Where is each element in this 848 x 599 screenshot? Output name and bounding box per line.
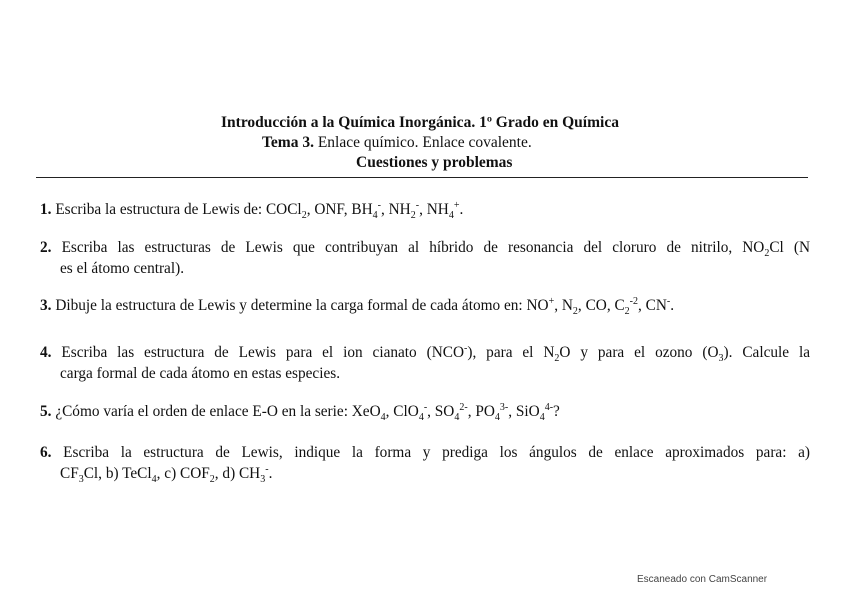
question-1: 1. Escriba la estructura de Lewis de: COCl$_2$, ONF, $BH_4^-$, $NH_2^-$, $NH_4^+$.: [40, 199, 464, 222]
topic-line: [262, 134, 532, 152]
question-5: 5. ¿Cómo varía el orden de enlace E-O en la serie: XeO$_4$, ClO$_4$-, $SO_4^{2-}$, $PO_4^{3-}$, SiO$_4^{4-}$?: [40, 401, 560, 424]
question-6: 6. Escriba la estructura de Lewis, indique la forma y prediga los ángulos de enlace aproximados para: a) $CF_3Cl$, b) TeCl$_4$, c) $COF_2$, d) $CH_3^-$.: [40, 444, 810, 486]
course-title: Introducción a la Química Inorgánica. 1º Grado en Química: [221, 114, 619, 131]
section-title: Cuestiones y problemas: [356, 154, 513, 171]
topic-text: Enlace químico. Enlace covalente.: [313, 134, 532, 151]
question-number: 2.: [40, 239, 52, 256]
question-number: 3.: [40, 297, 52, 314]
topic-label: Tema 3.: [262, 134, 314, 151]
question-2: 2. Escriba las estructuras de Lewis que contribuyan al híbrido de resonancia del cloruro de nitrilo, $NO_2Cl$ (N es el átomo central).: [40, 239, 811, 277]
camscanner-watermark: Escaneado con CamScanner: [637, 574, 768, 585]
question-3: 3. Dibuje la estructura de Lewis y determine la carga formal de cada átomo en: NO+, $N_2$, CO, $C_2^{-2}$, CN-.: [40, 295, 675, 318]
question-number: 4.: [40, 344, 52, 361]
question-number: 1.: [40, 201, 52, 218]
question-4: 4. Escriba las estructura de Lewis para el ion cianato (NCO-), para el $N_2O$ y para el ozono $(O_3)$. Calcule la carga formal de cada átomo en estas especies.: [40, 342, 810, 382]
question-number: 6.: [40, 444, 52, 461]
header-divider: [36, 177, 808, 178]
question-number: 5.: [40, 403, 52, 420]
